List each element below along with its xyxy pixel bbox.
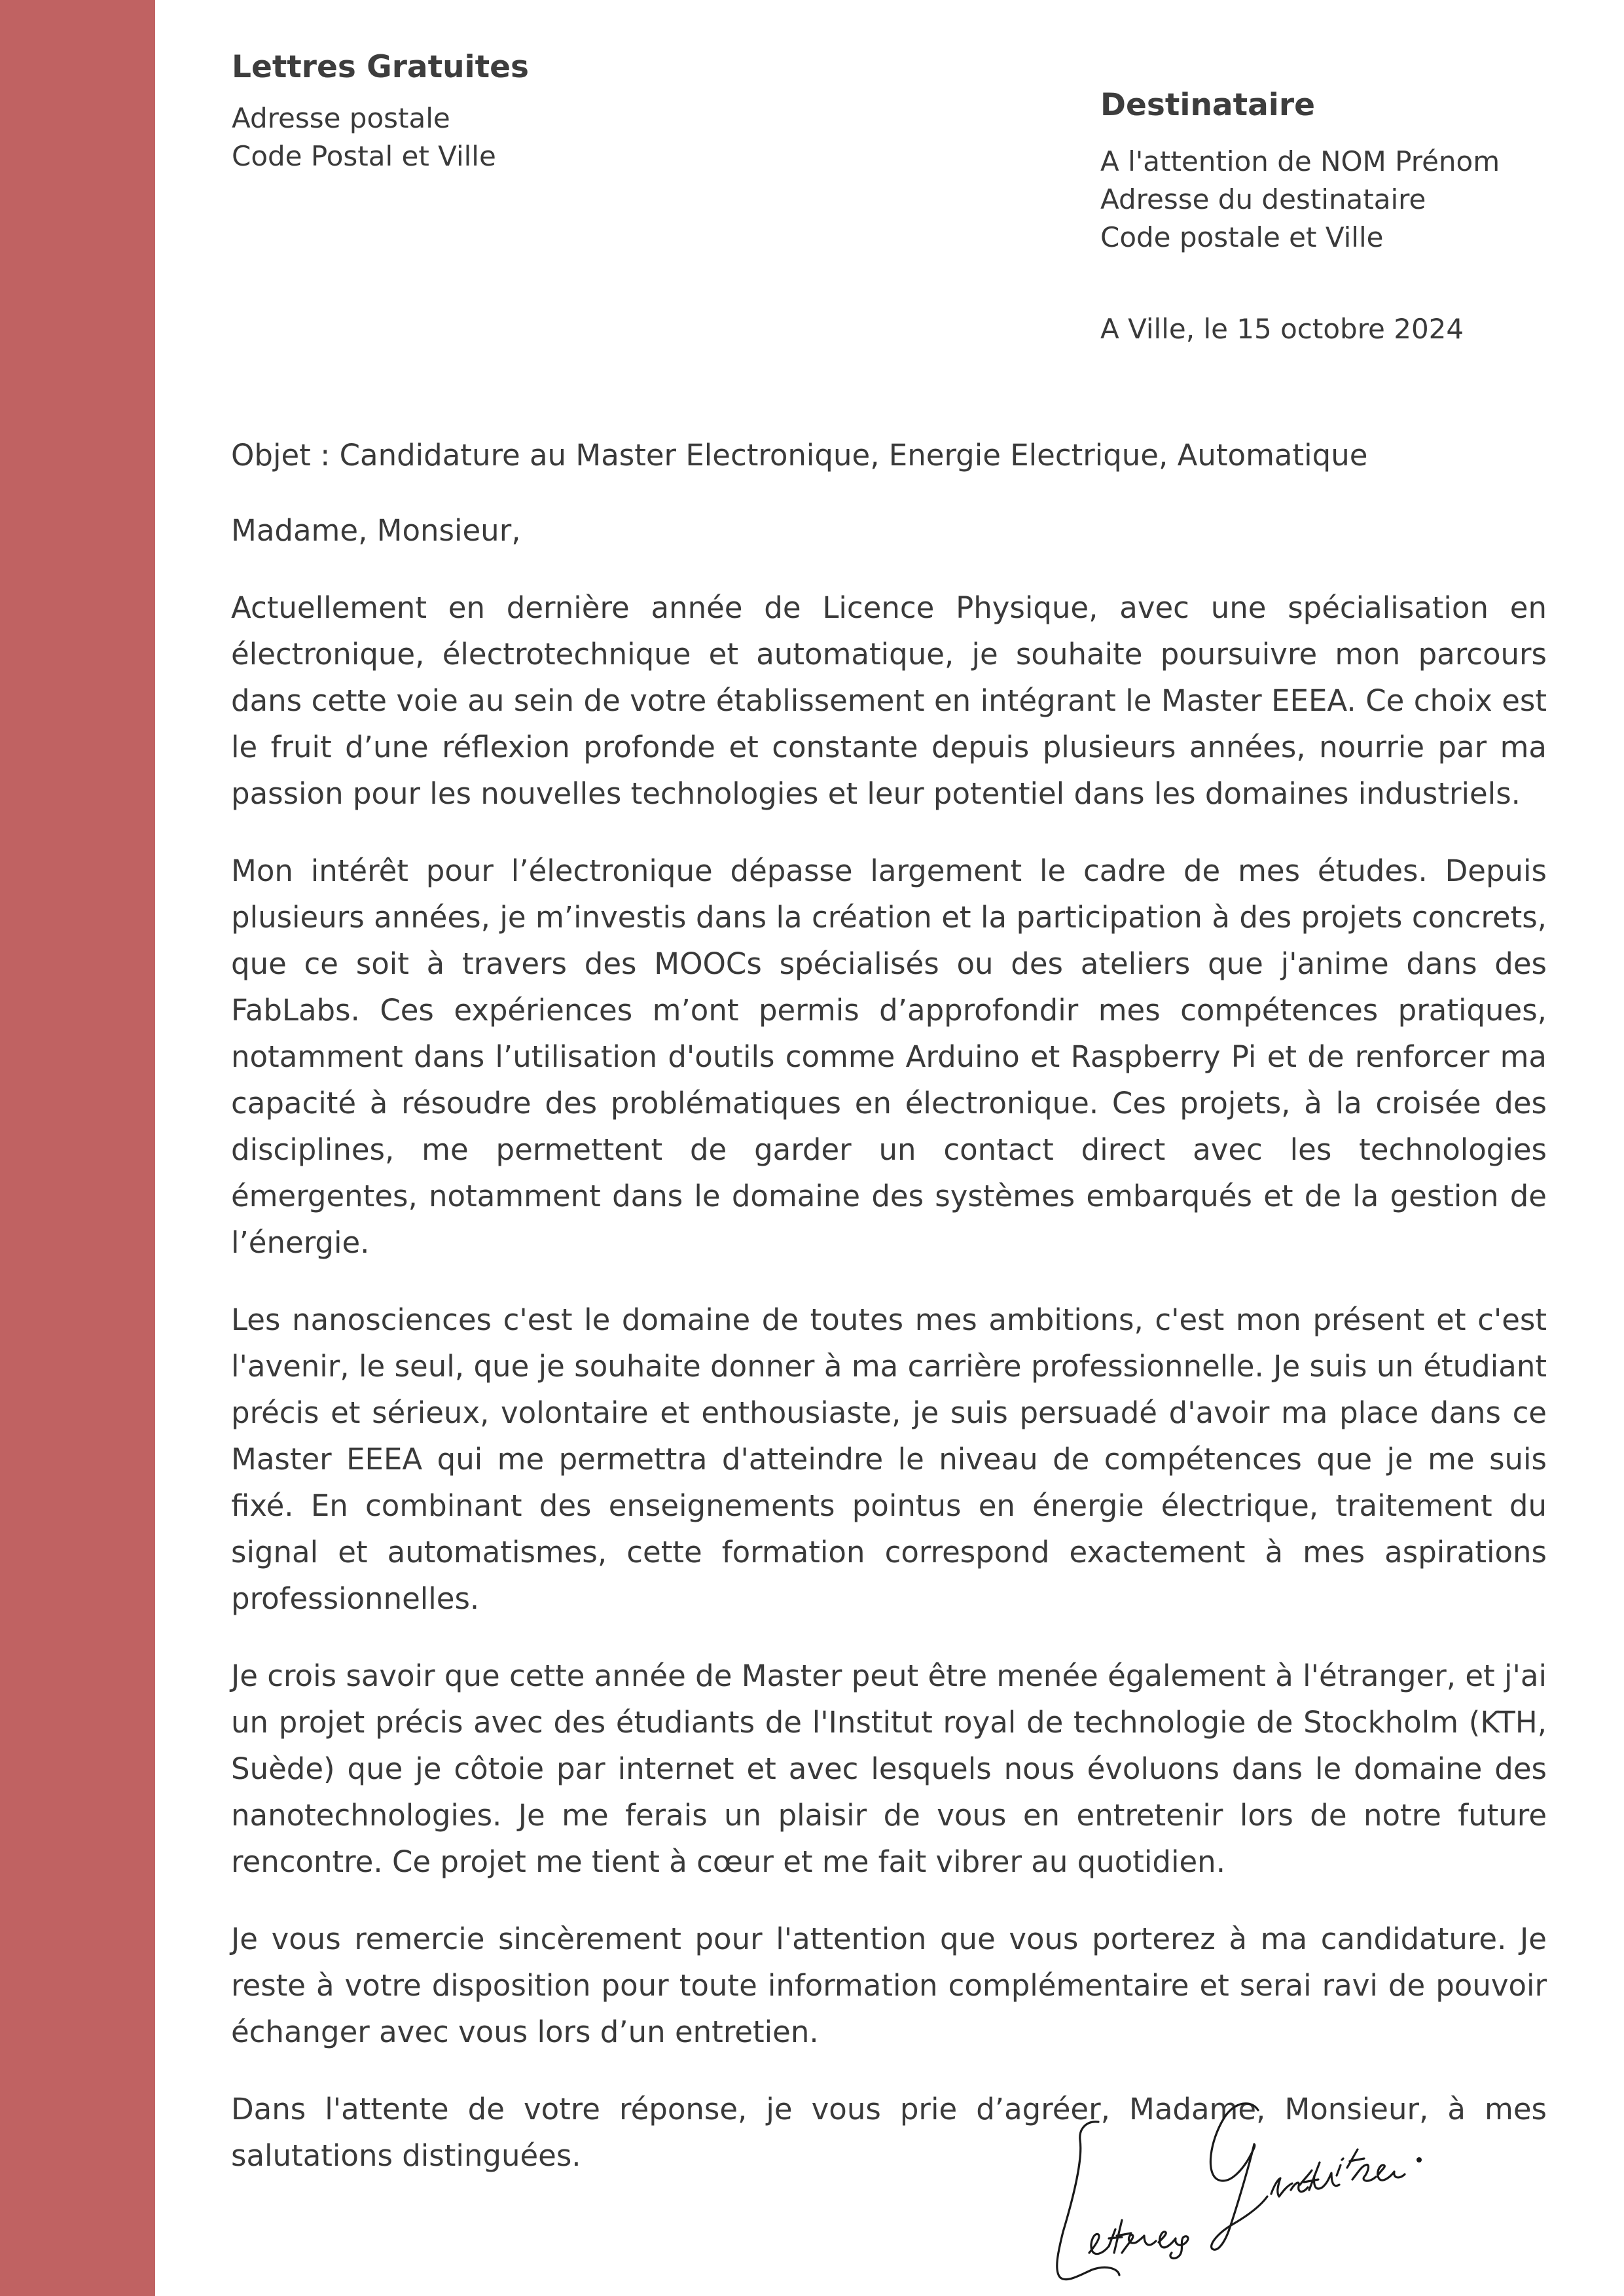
- recipient-address: Adresse du destinataire: [1100, 183, 1426, 215]
- recipient-attention: A l'attention de NOM Prénom: [1100, 145, 1500, 177]
- recipient-title: Destinataire: [1100, 87, 1315, 123]
- recipient-postal-city: Code postale et Ville: [1100, 221, 1384, 253]
- letter-paragraph: Je vous remercie sincèrement pour l'attention que vous porterez à ma candidature. Je reste à votre disposition pour toute information complémentaire et serai ravi de pouvoir échanger avec vous lors d’un entretien.: [231, 1922, 1547, 2049]
- letter-object: Objet : Candidature au Master Electronique, Energie Electrique, Automatique: [231, 438, 1368, 473]
- sender-name: Lettres Gratuites: [232, 49, 529, 85]
- recipient-block: [1100, 84, 1598, 257]
- letter-paragraph: Mon intérêt pour l’électronique dépasse largement le cadre de mes études. Depuis plusieurs années, je m’investis dans la création et la participation à des projets concrets, que ce soit à travers des MOOCs spécialisés ou des ateliers que j'anime dans des FabLabs. Ces expériences m’ont permis d’approfondir mes compétences pratiques, notamment dans l’utilisation d'outils comme Arduino et Raspberry Pi et de renforcer ma capacité à résoudre des problématiques en électronique. Ces projets, à la croisée des disciplines, me permettent de garder un contact direct avec les technologies émergentes, notamment dans le domaine des systèmes embarqués et de la gestion de l’énergie.: [231, 853, 1547, 1260]
- date-line: A Ville, le 15 octobre 2024: [1100, 313, 1464, 345]
- handwritten-signature: [1041, 2081, 1447, 2284]
- decorative-side-bar: [0, 0, 155, 2296]
- letter-body: [231, 432, 1547, 2210]
- sender-block: [232, 46, 821, 175]
- sender-address: Adresse postale: [232, 102, 450, 134]
- sender-postal-city: Code Postal et Ville: [232, 140, 496, 172]
- letter-paragraph: Actuellement en dernière année de Licence Physique, avec une spécialisation en électronique, électrotechnique et automatique, je souhaite poursuivre mon parcours dans cette voie au sein de votre établissement en intégrant le Master EEEA. Ce choix est le fruit d’une réflexion profonde et constante depuis plusieurs années, nourrie par ma passion pour les nouvelles technologies et leur potentiel dans les domaines industriels.: [231, 590, 1547, 811]
- letter-paragraph: Les nanosciences c'est le domaine de toutes mes ambitions, c'est mon présent et c'est l'avenir, le seul, que je souhaite donner à ma carrière professionnelle. Je suis un étudiant précis et sérieux, volontaire et enthousiaste, je suis persuadé d'avoir ma place dans ce Master EEEA qui me permettra d'atteindre le niveau de compétences que je me suis fixé. En combinant des enseignements pointus en énergie électrique, traitement du signal et automatismes, cette formation correspond exactement à mes aspirations professionnelles.: [231, 1302, 1547, 1616]
- letter-paragraph: Je crois savoir que cette année de Master peut être menée également à l'étranger, et j'ai un projet précis avec des étudiants de l'Institut royal de technologie de Stockholm (KTH, Suède) que je côtoie par internet et avec lesquels nous évoluons dans le domaine des nanotechnologies. Je me ferais un plaisir de vous en entretenir lors de notre future rencontre. Ce projet me tient à cœur et me fait vibrer au quotidien.: [231, 1659, 1547, 1879]
- letter-closing: Dans l'attente de votre réponse, je vous prie d’agréer, Madame, Monsieur, à mes salutations distinguées.: [231, 2092, 1547, 2173]
- letter-salutation: Madame, Monsieur,: [231, 513, 521, 548]
